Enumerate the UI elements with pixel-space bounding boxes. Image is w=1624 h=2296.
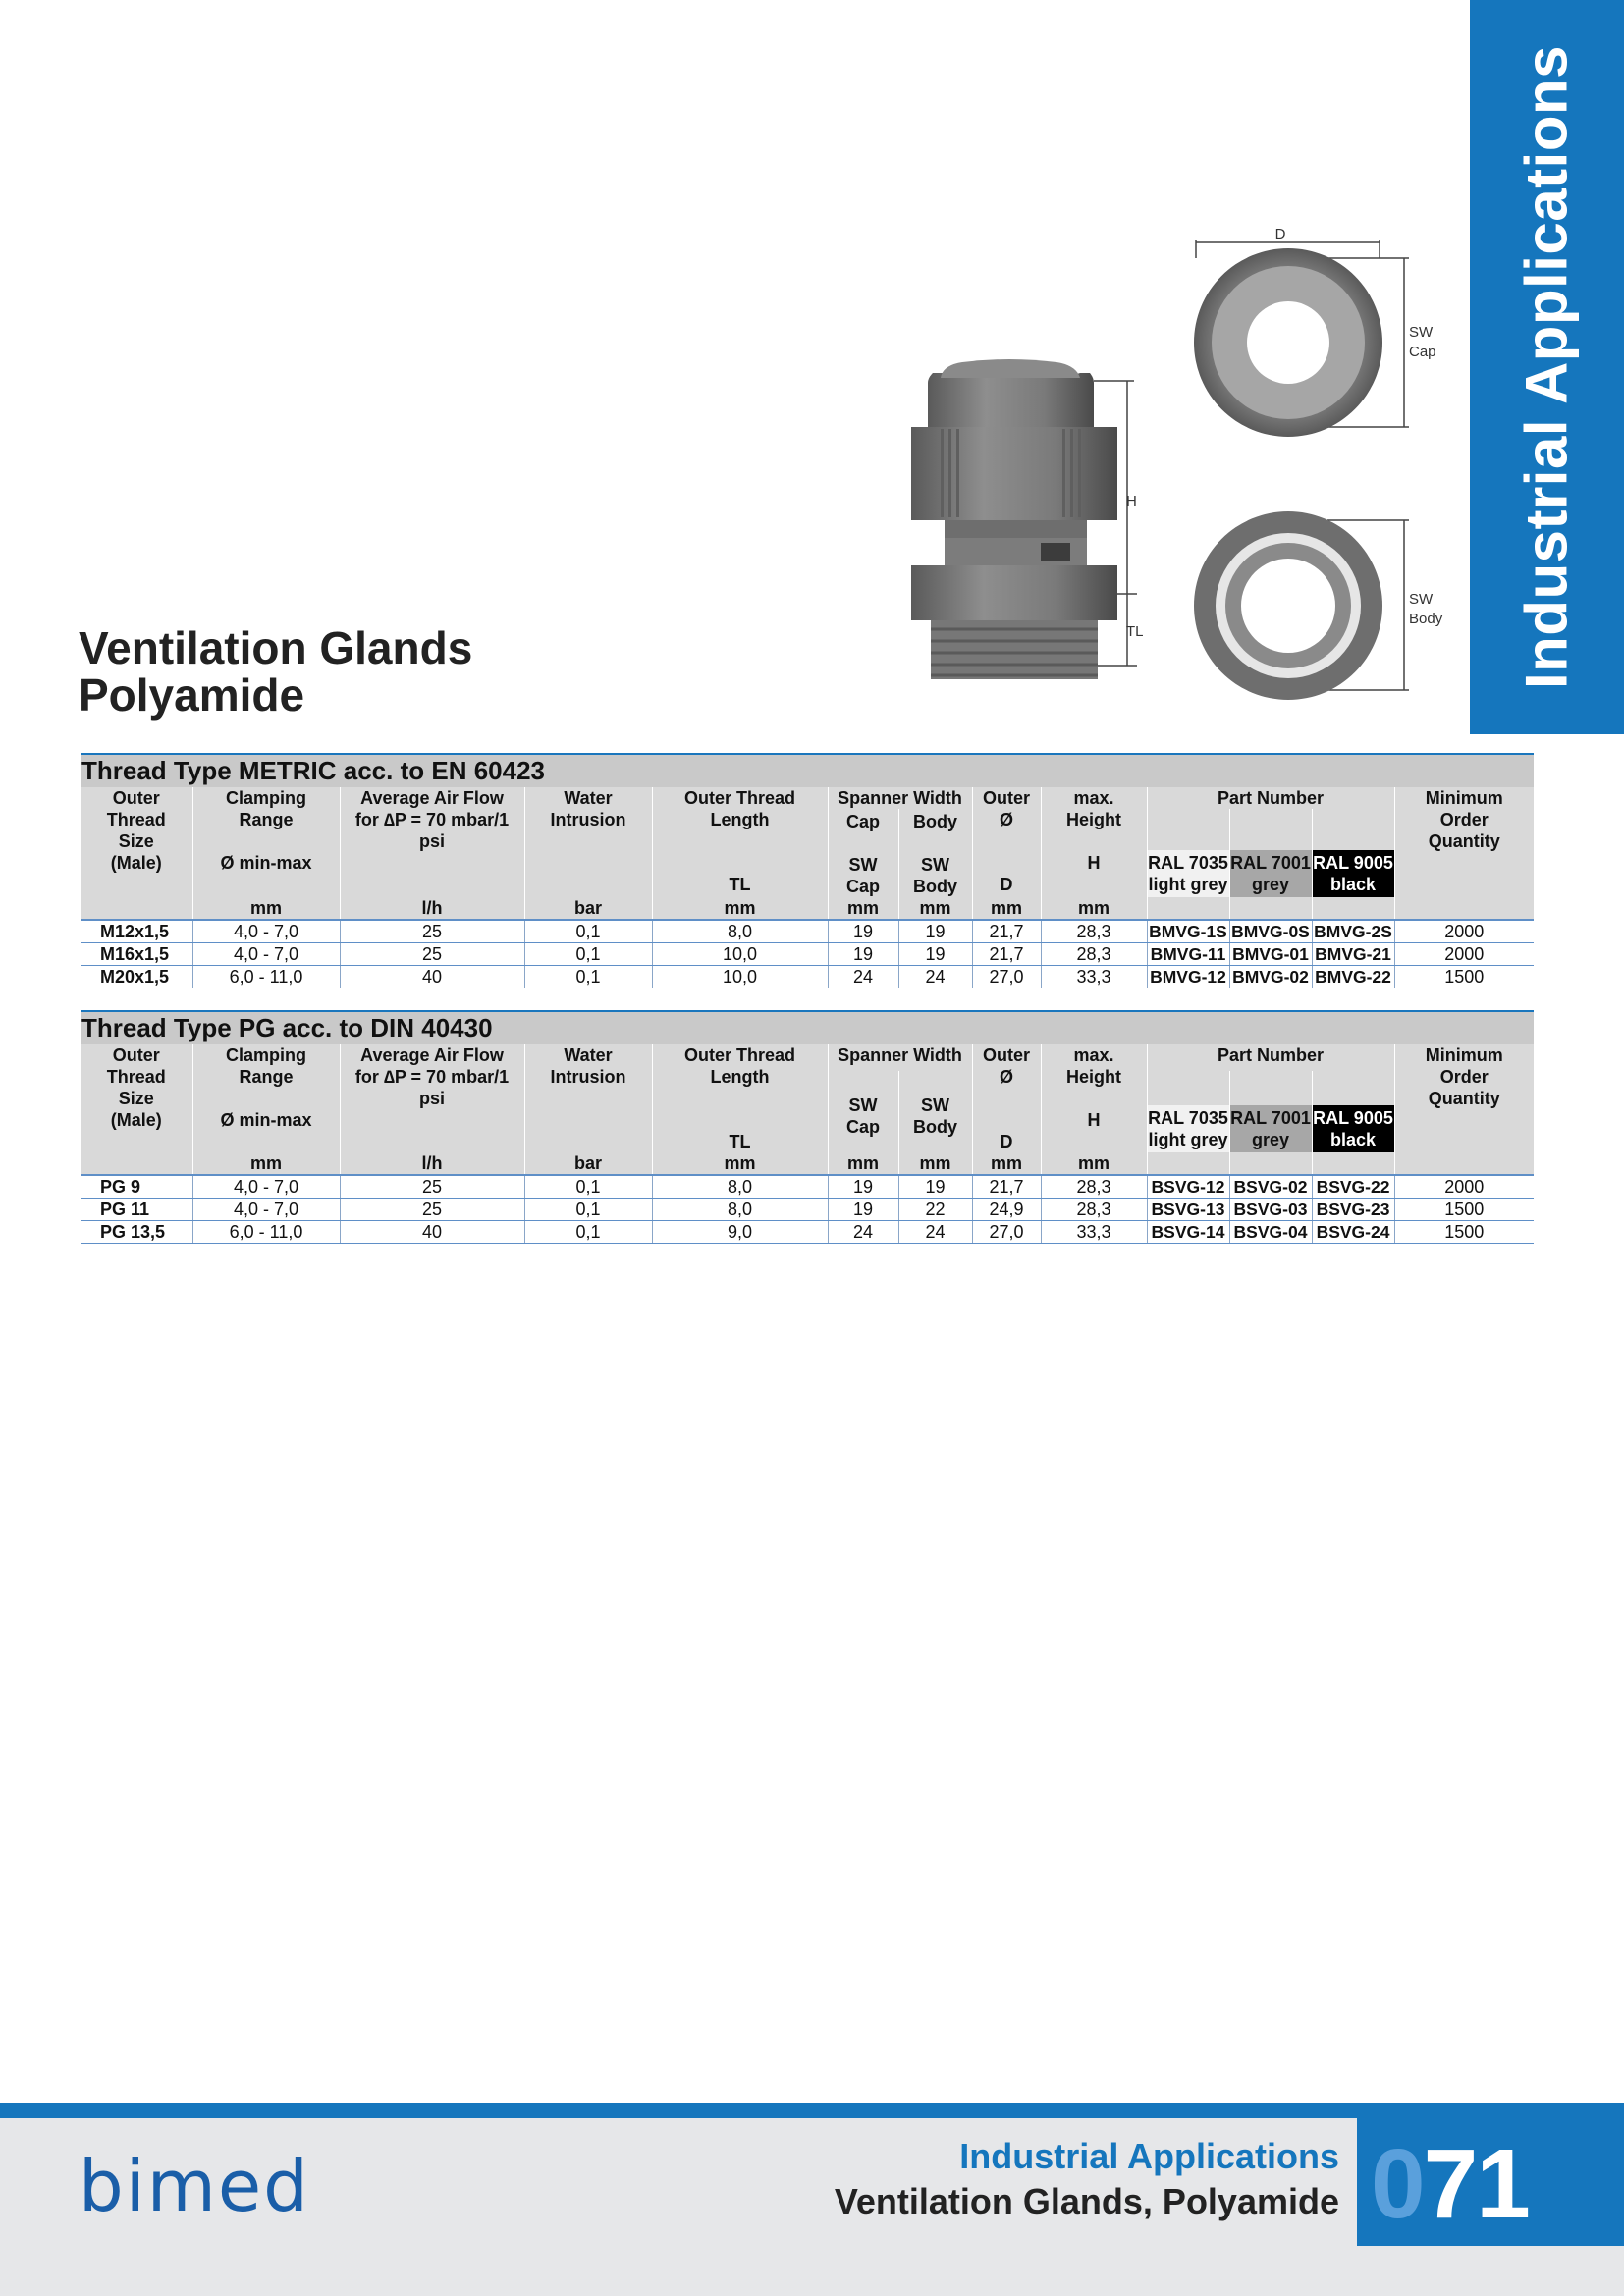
col-sw-body: SW Body [898, 1071, 972, 1152]
col-thread-length: Outer Thread Length TL [652, 1044, 828, 1152]
col-airflow: Average Air Flow for ∆P = 70 mbar/1 psi [340, 1044, 524, 1152]
page-number: 071 [1371, 2129, 1529, 2239]
metric-table [81, 753, 1534, 988]
col-ral-9005: RAL 9005 black [1312, 1071, 1394, 1152]
table-row: M20x1,5 6,0 - 11,0 40 0,1 10,0 24 24 27,0 33,3 BMVG-12 BMVG-02 BMVG-22 1500 [81, 966, 1534, 988]
page-title-line1: Ventilation Glands [79, 622, 473, 673]
col-spanner: Spanner Width [828, 1044, 972, 1071]
col-sw-body: Body SW Body [898, 809, 972, 897]
gland-top-view-cap [1194, 248, 1382, 437]
footer-bar [0, 2103, 1624, 2118]
unit-clamping: mm [192, 1152, 340, 1175]
table-row: M12x1,5 4,0 - 7,0 25 0,1 8,0 19 19 21,7 28,3 BMVG-1S BMVG-0S BMVG-2S 2000 [81, 920, 1534, 943]
col-outer-thread: Outer Thread Size (Male) [81, 787, 192, 897]
dim-label-sw-cap-2: Cap [1409, 344, 1436, 360]
col-part-number: Part Number [1147, 787, 1394, 809]
unit-sw-body: mm [898, 1152, 972, 1175]
dim-label-sw-cap-1: SW [1409, 324, 1434, 341]
col-water: Water Intrusion [524, 787, 652, 897]
table-row: PG 13,5 6,0 - 11,0 40 0,1 9,0 24 24 27,0 33,3 BSVG-14 BSVG-04 BSVG-24 1500 [81, 1221, 1534, 1244]
pg-spec-table [81, 1044, 1534, 1244]
col-water: Water Intrusion [524, 1044, 652, 1152]
col-ral-7035: RAL 7035 light grey [1147, 1071, 1229, 1152]
col-outer-d: Outer Ø D [972, 787, 1041, 897]
unit-tl: mm [652, 897, 828, 920]
dim-label-sw-body-2: Body [1409, 611, 1443, 627]
pg-table-title: Thread Type PG acc. to DIN 40430 [81, 1010, 1534, 1044]
col-part-number: Part Number [1147, 1044, 1394, 1071]
pg-table [81, 1010, 1534, 1244]
table-row: PG 9 4,0 - 7,0 25 0,1 8,0 19 19 21,7 28,3 BSVG-12 BSVG-02 BSVG-22 2000 [81, 1175, 1534, 1199]
gland-side-view [911, 359, 1117, 679]
col-height: max. Height H [1041, 787, 1147, 897]
unit-h: mm [1041, 1152, 1147, 1175]
col-moq: Minimum Order Quantity [1394, 787, 1534, 897]
col-ral-7001: RAL 7001 grey [1229, 809, 1312, 897]
dim-label-h: H [1126, 493, 1137, 509]
side-tab-label: Industrial Applications [1513, 44, 1580, 690]
unit-clamping: mm [192, 897, 340, 920]
unit-sw-cap: mm [828, 897, 898, 920]
col-clamping: Clamping Range Ø min-max [192, 1044, 340, 1152]
col-sw-cap: SW Cap [828, 1071, 898, 1152]
unit-sw-cap: mm [828, 1152, 898, 1175]
unit-sw-body: mm [898, 897, 972, 920]
product-drawing [884, 221, 1463, 712]
metric-spec-table [81, 787, 1534, 988]
col-height: max. Height H [1041, 1044, 1147, 1152]
col-moq: Minimum Order Quantity [1394, 1044, 1534, 1152]
col-airflow: Average Air Flow for ∆P = 70 mbar/1 psi [340, 787, 524, 897]
unit-water: bar [524, 1152, 652, 1175]
col-ral-7035: RAL 7035 light grey [1147, 809, 1229, 897]
unit-d: mm [972, 1152, 1041, 1175]
gland-bottom-view-body [1194, 511, 1382, 700]
page-title [79, 624, 472, 719]
col-clamping: Clamping Range Ø min-max [192, 787, 340, 897]
unit-h: mm [1041, 897, 1147, 920]
table-row: PG 11 4,0 - 7,0 25 0,1 8,0 19 22 24,9 28,3 BSVG-13 BSVG-03 BSVG-23 1500 [81, 1199, 1534, 1221]
col-spanner: Spanner Width [828, 787, 972, 809]
footer-title: Ventilation Glands, Polyamide [834, 2181, 1339, 2221]
col-thread-length: Outer Thread Length TL [652, 787, 828, 897]
unit-d: mm [972, 897, 1041, 920]
col-sw-cap: Cap SW Cap [828, 809, 898, 897]
col-ral-7001: RAL 7001 grey [1229, 1071, 1312, 1152]
col-ral-9005: RAL 9005 black [1312, 809, 1394, 897]
metric-table-title: Thread Type METRIC acc. to EN 60423 [81, 753, 1534, 787]
dim-label-sw-body-1: SW [1409, 591, 1434, 608]
page-title-line2: Polyamide [79, 669, 305, 721]
unit-airflow: l/h [340, 1152, 524, 1175]
dim-label-d: D [1274, 226, 1286, 242]
col-outer-d: Outer Ø D [972, 1044, 1041, 1152]
unit-airflow: l/h [340, 897, 524, 920]
col-outer-thread: Outer Thread Size (Male) [81, 1044, 192, 1152]
bimed-logo: bimed [79, 2145, 310, 2227]
unit-water: bar [524, 897, 652, 920]
unit-tl: mm [652, 1152, 828, 1175]
footer-section: Industrial Applications [959, 2136, 1339, 2176]
table-row: M16x1,5 4,0 - 7,0 25 0,1 10,0 19 19 21,7 28,3 BMVG-11 BMVG-01 BMVG-21 2000 [81, 943, 1534, 966]
dim-label-tl: TL [1126, 623, 1144, 640]
